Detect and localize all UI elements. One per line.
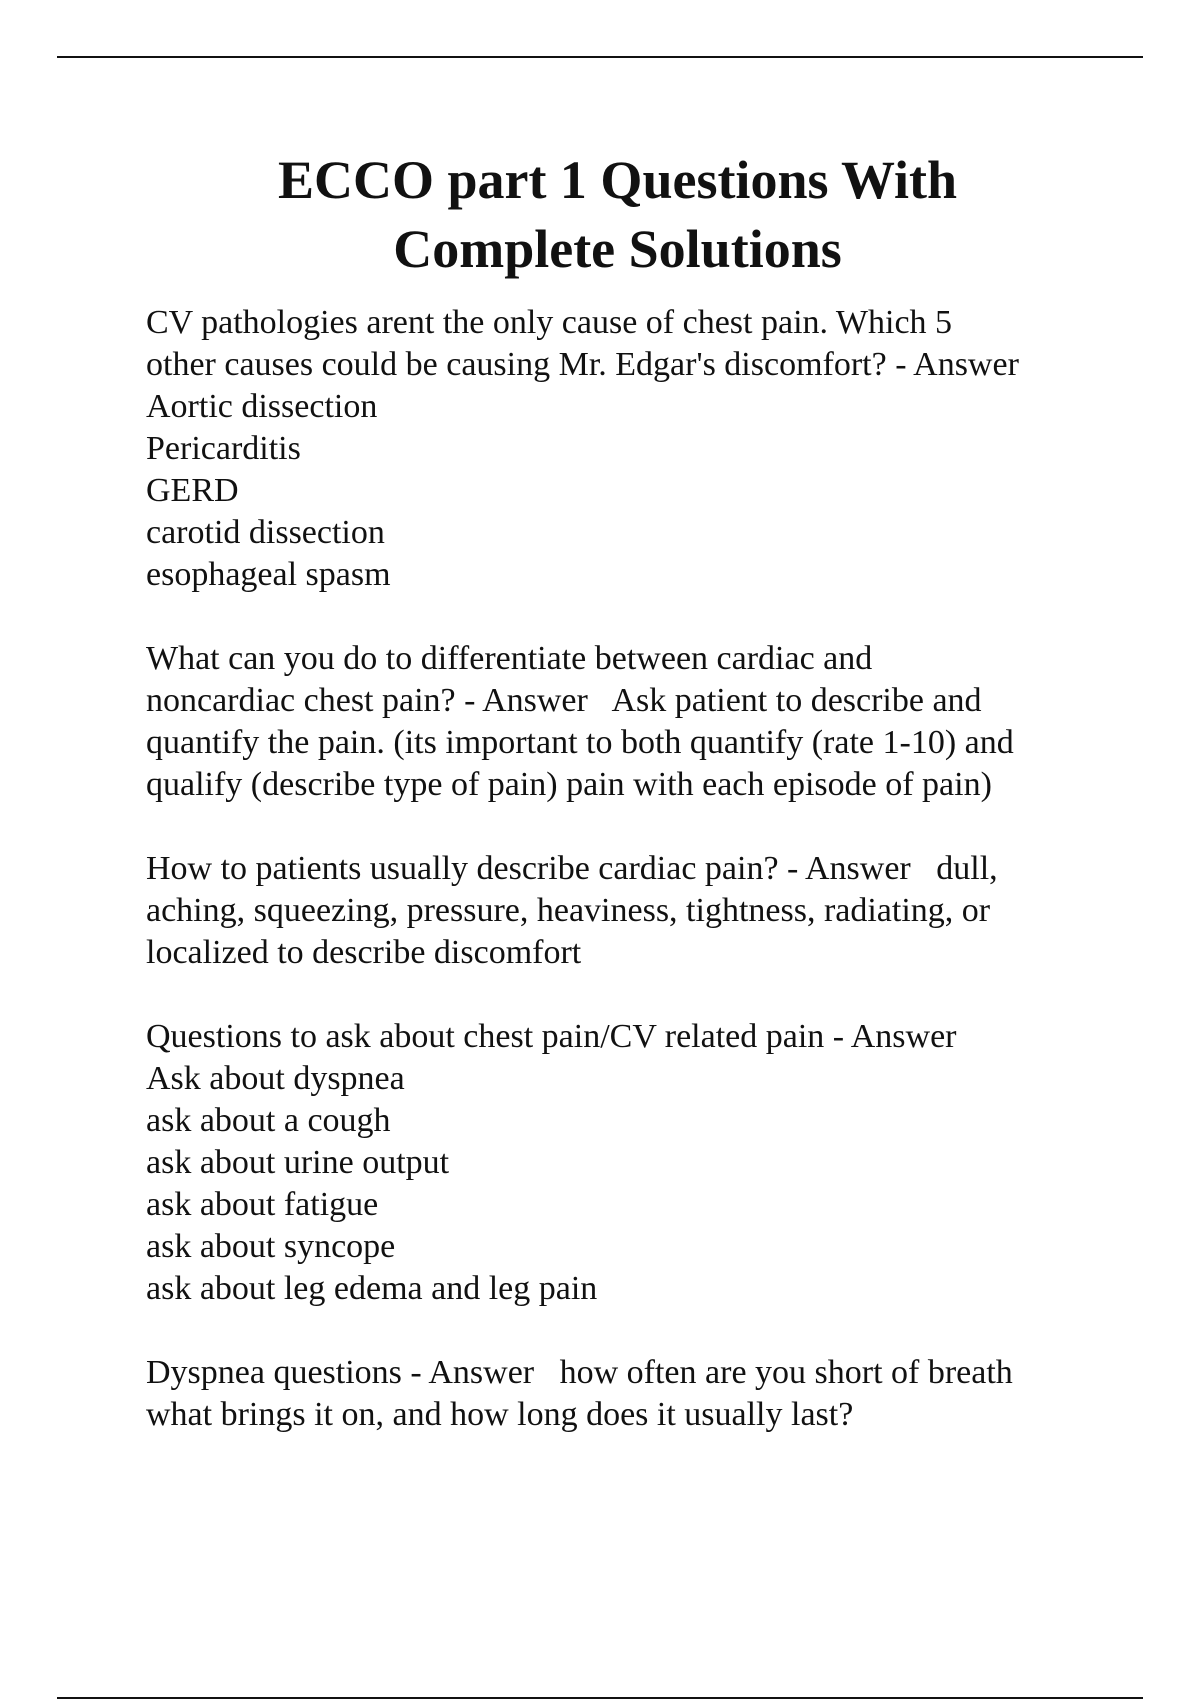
qa-block-describe-cardiac-pain: [146, 848, 1096, 974]
text-line: Questions to ask about chest pain/CV related pain - Answer: [146, 1018, 957, 1055]
text-line: ask about a cough: [146, 1102, 391, 1139]
qa-block-chest-pain-causes: [146, 302, 1096, 596]
text-line: quantify the pain. (its important to both quantify (rate 1-10) and: [146, 724, 1014, 761]
text-line: ask about syncope: [146, 1228, 396, 1265]
title-line: Complete Solutions: [393, 219, 842, 279]
text-line: esophageal spasm: [146, 556, 391, 593]
text-line: aching, squeezing, pressure, heaviness, tightness, radiating, or: [146, 892, 991, 929]
bottom-rule: [57, 1697, 1143, 1699]
text-line: ask about urine output: [146, 1144, 450, 1181]
text-line: Aortic dissection: [146, 388, 378, 425]
text-line: ask about fatigue: [146, 1186, 379, 1223]
text-line: Dyspnea questions - Answer how often are you short of breath: [146, 1354, 1013, 1391]
text-line: Pericarditis: [146, 430, 301, 467]
text-line: ask about leg edema and leg pain: [146, 1270, 598, 1307]
qa-block-questions-to-ask: [146, 1016, 1096, 1310]
qa-block-dyspnea-questions: [146, 1352, 1096, 1436]
text-line: CV pathologies arent the only cause of chest pain. Which 5: [146, 304, 953, 341]
top-rule: [57, 56, 1143, 58]
text-line: How to patients usually describe cardiac pain? - Answer dull,: [146, 850, 998, 887]
document-body: [146, 302, 1096, 1478]
document-title: [150, 146, 1085, 284]
text-line: What can you do to differentiate between cardiac and: [146, 640, 873, 677]
text-line: qualify (describe type of pain) pain with each episode of pain): [146, 766, 992, 803]
text-line: GERD: [146, 472, 239, 509]
text-line: Ask about dyspnea: [146, 1060, 405, 1097]
title-line: ECCO part 1 Questions With: [277, 150, 958, 210]
text-line: carotid dissection: [146, 514, 385, 551]
text-line: other causes could be causing Mr. Edgar's discomfort? - Answer: [146, 346, 1019, 383]
text-line: localized to describe discomfort: [146, 934, 582, 971]
qa-block-differentiate-pain: [146, 638, 1096, 806]
text-line: noncardiac chest pain? - Answer Ask patient to describe and: [146, 682, 982, 719]
text-line: what brings it on, and how long does it usually last?: [146, 1396, 854, 1433]
